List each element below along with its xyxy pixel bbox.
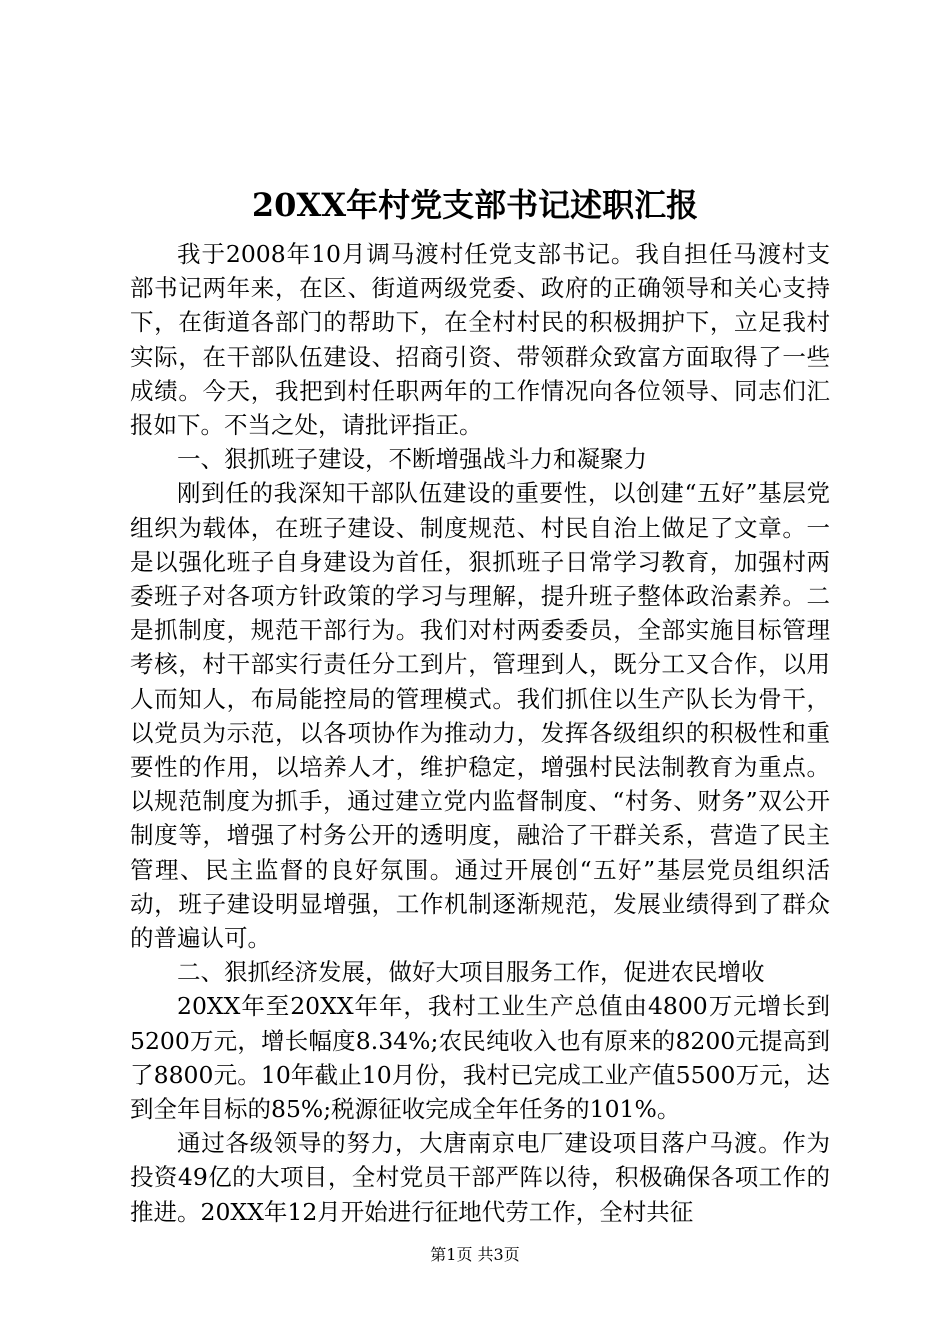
section-heading-2: 二、狠抓经济发展，做好大项目服务工作，促进农民增收: [177, 958, 765, 987]
page-footer: 第1页 共3页: [430, 1245, 520, 1264]
paragraph-intro: 我于2008年10月调马渡村任党支部书记。我自担任马渡村支部书记两年来，在区、街道两级党委、政府的正确领导和关心支持下，在街道各部门的帮助下，在全村村民的积极拥护下，立足我村实际，在干部队伍建设、招商引资、带领群众致富方面取得了一些成绩。今天，我把到村任职两年的工作情况向各位领导、同志们汇报如下。不当之处，请批评指正。: [130, 240, 830, 440]
paragraph-project: 通过各级领导的努力，大唐南京电厂建设项目落户马渡。作为投资49亿的大项目，全村党员干部严阵以待，积极确保各项工作的推进。20XX年12月开始进行征地代劳工作，全村共征: [130, 1129, 830, 1226]
document-body: [130, 237, 830, 1229]
document-title: 20XX年村党支部书记述职汇报: [251, 186, 699, 224]
paragraph-economy: 20XX年至20XX年年，我村工业生产总值由4800万元增长到5200万元，增长幅度8.34%;农民纯收入也有原来的8200元提高到了8800元。10年截止10月份，我村已完成工业产值5500万元，达到全年目标的85%;税源征收完成全年任务的101%。: [130, 992, 830, 1124]
paragraph-team-building: 刚到任的我深知干部队伍建设的重要性，以创建“五好”基层党组织为载体，在班子建设、制度规范、村民自治上做足了文章。一是以强化班子自身建设为首任，狠抓班子日常学习教育，加强村两委班子对各项方针政策的学习与理解，提升班子整体政治素养。二是抓制度，规范干部行为。我们对村两委委员，全部实施目标管理考核，村干部实行责任分工到片，管理到人，既分工又合作，以用人而知人，布局能控局的管理模式。我们抓住以生产队长为骨干，以党员为示范，以各项协作为推动力，发挥各级组织的积极性和重要性的作用，以培养人才，维护稳定，增强村民法制教育为重点。以规范制度为抓手，通过建立党内监督制度、“村务、财务”双公开制度等，增强了村务公开的透明度，融洽了干群关系，营造了民主管理、民主监督的良好氛围。通过开展创“五好”基层党员组织活动，班子建设明显增强，工作机制逐渐规范，发展业绩得到了群众的普遍认可。: [130, 479, 830, 953]
section-heading-1: 一、狠抓班子建设，不断增强战斗力和凝聚力: [177, 445, 647, 474]
